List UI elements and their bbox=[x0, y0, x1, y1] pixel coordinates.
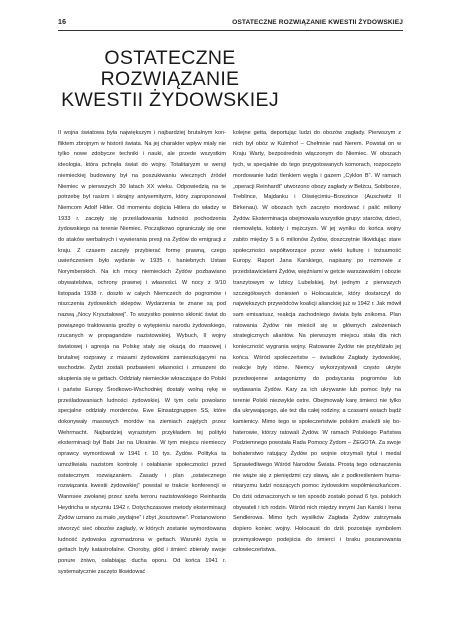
header-rule bbox=[58, 30, 403, 31]
article-column-right: kolejne getta, deportując ludzi do obozów zagłady. Pierwszym z nich był obóz w Kulmhof – Chełmnie nad Nerem. Powstał on w Kraju Warty, bezpośrednio włączonym do Niemiec. W obozach tych, w specjalnie do tego przygotowanych komorach, rozpoczęto mordowanie ludzi tlenkiem węgla i gazem „Cyklon B”. W ramach „operacji Reinhardt” utworzono obozy zagłady w Bełżcu, Sobiborze, Treblince, Majdanku i Oświęcimiu–Brzezince (Auschwitz II Birkenau). W obozach tych zaczęto mordować i palić miliony Żydów. Eksterminacja obejmowała wszystkie grupy: starców, dzieci, niemowlęta, kobiety i mężczyzn. W jej wyniku do końca wojny zabito między 5 a 6 milionów Żydów, doszczętnie likwidując stare społeczności współtworzące przez wieki kulturę i tożsamość Europy. Raport Jana Karskiego, napisany po rozmowie z przedstawicielami Żydów, więźniami w getcie warszawskim i obozie tranzytowym w Izbicy Lubelskiej, był jednym z pierwszych szczegółowych doniesień o Holocauście, który dostarczył do największych przywódców koalicji alianckiej już w 1942 r. Jak mówił sam emisariusz, reakcja zachodniego świata była znikoma. Plan ratowania Żydów nie mieścił się w głównych założeniach strategicznych aliantów. Na pierwszym miejscu stała dla nich konieczność wygrania wojny. Ratowanie Żydów nie przybliżało jej końca. Wśród społeczeństw – świadków Zagłady żydowskiej, reakcje były różne. Niemcy wykorzystywali często ukryte przedwojenne antagonizmy do podsycania pogromów lub wydawania Żydów. Kary za ich ukrywanie lub pomoc były na terenie Polski niezwykle ostre. Obejmowały karę śmierci nie tylko dla ukrywającego, ale też dla całej rodziny, a czasami wsiach bądź kamienicy. Mimo tego w społeczeństwie polskim znaleźli się bohaterowie, którzy ratowali Żydów. W ramach Polskiego Państwa Podziemnego powstała Rada Pomocy Żydom – ŻEGOTA. Za swoje bohaterstwo ratujący Żydów po wojnie otrzymali tytuł i medal Sprawiedliwego Wśród Narodów Świata. Prostą tego odznaczenia nie wiąże się z pieniędzmi czy sławą, ale z podkreśleniem humanitaryzmu ludzi noszących pomoc żydowskim współmieszkańcom. Do dziś odznaczonych w ten sposób zostało ponad 6 tys. polskich obywateli i ich rodzin. Wśród nich między innymi Jan Karski i Irena Sendlerowa. Mimo tych wysiłków Zagłada Żydów zatrzymała dopiero koniec wojny. Holocaust do dziś pozostaje symbolem przemysłowego podejścia do śmierci i braku poszanowania człowieczeństwa. bbox=[233, 130, 401, 554]
article-column-left: II wojna światowa była największym i najbardziej brutalnym konfliktem zbrojnym w historii świata. Na jej charakter wpływ miały nie tylko nowe zdobycze techniki i nauki, ale przede wszystkim ideologia, która pchnęła świat do wojny. Totalitaryzm w wersji niemieckiej budowany był na poszukiwaniu wiecznych źródeł Niemiec w pierwszych 30 latach XX wieku. Odpowiedzią na te potrzebę był rasizm i skrajny antysemityzm, który zaproponował Niemcom Adolf Hitler. Od momentu dojścia Hitlera do władzy w 1933 r. zaczęły się prześladowania ludności pochodzenia żydowskiego na terenie Niemiec. Początkowo ograniczały się one do ataków werbalnych i wywierania presji na Żydów do emigracji z kraju. Z czasem zaczęły przybierać formę prawną, czego uwieńczeniem było wydanie w 1935 r. haniebnych Ustaw Norymberskich. Na ich mocy niemieckich Żydów pozbawiano obywatelstwa, ochrony prawnej i własności. W nocy z 9/10 listopada 1938 r. doszło w całych Niemczech do pogromów i niszczenia żydowskich sklepów. Wydarzenia te znane są pod nazwą „Nocy Kryształowej”. To wszystko powinno skłonić świat do powiązego traktowania groźby o wytępieniu narodu żydowskiego, rzucanych w propagandzie nazistowskiej. Wybuch, II wojny światowej i agresja na Polskę stały się okazją do masowej i brutalnej rozprawy z masami żydowskimi zamieszkującymi na wschodzie. Żydzi zostali pozbawieni własności i zmuszeni do skupienia się w gettach. Oddziały niemieckie wkraczające do Polski i państw Europy Środkowo-Wschodniej dostały wolną rękę w prześladowaniach ludności żydowskiej. W tym celu powołano specjalne oddziały morderców. Ewe Einsatzgruppen SS, które dokonywały masowych mordów na ziemiach zajętych przez Wehrmacht. Najbardziej wyrazistym przykładem tej polityki eksterminacji był Babi Jar na Ukrainie. W tym miejscu niemieccy oprawcy wymordowali w 1941 r. 10 tys. Żydów. Polityka ta umożliwiała nazistom kontrolę i osłabianie społeczności przed ostatecznym rozwiązaniem. Zasady i plan „ostatecznego rozwiązania kwestii żydowskiej” powstał w trakcie konferencji w Wannsee zwołanej przez szefa terroru nazistowskiego Reinharda Heydricha w styczniu 1942 r. Dotychczasowe metody eksterminacji Żydów uznano za mało „wydajne” i zbyt „kosztowne”. Postanowiono stworzyć sieć obozów zagłady, w których zostanie wymordowana ludność żydowska zgromadzona w gettach. Warunki życia w gettach były katastrofalne. Choroby, głód i śmierć zbierały swoje ponure żniwo, osłabiając ducha oporu. Od końca 1941 r. systematycznie zaczęto likwidować bbox=[58, 130, 226, 575]
page-header bbox=[0, 0, 451, 34]
article-title: OSTATECZNE ROZWIĄZANIE KWESTII ŻYDOWSKIEJ bbox=[61, 47, 279, 111]
running-title: OSTATECZNE ROZWIĄZANIE KWESTII ŻYDOWSKIEJ bbox=[232, 19, 403, 26]
page-number: 16 bbox=[58, 19, 67, 26]
